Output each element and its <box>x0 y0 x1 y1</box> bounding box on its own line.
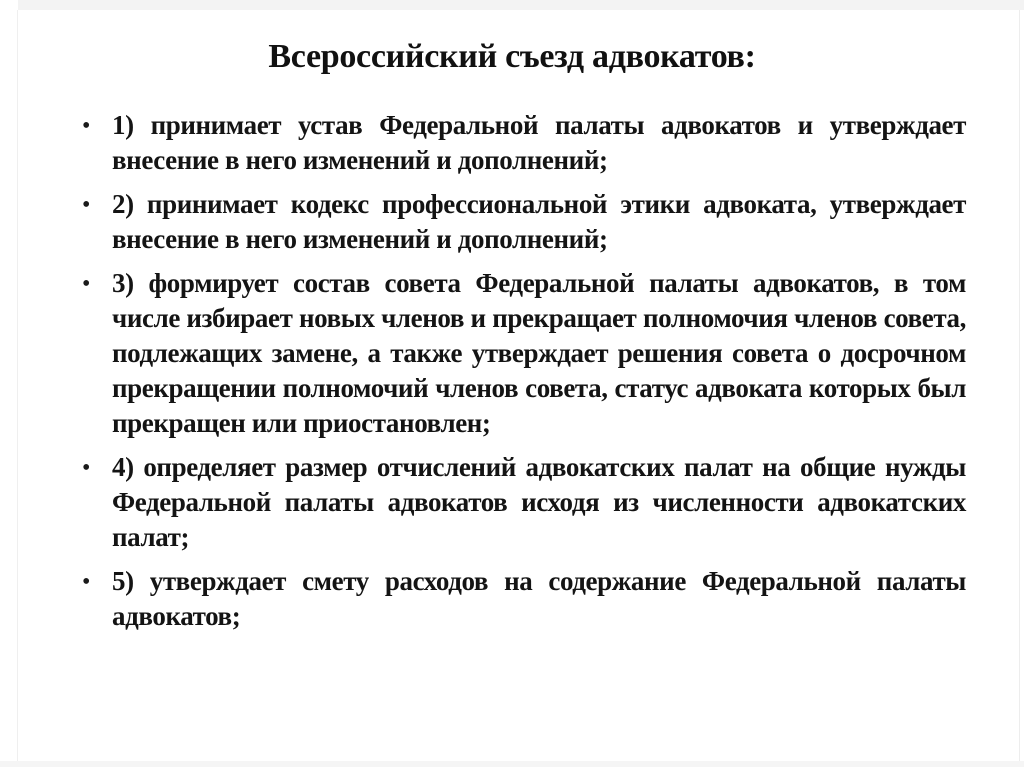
list-item-text: 5) утверждает смету расходов на содержание Федеральной палаты адвокатов; <box>112 566 966 631</box>
list-item <box>82 108 966 178</box>
frame-edge-right <box>1019 10 1020 761</box>
bullet-icon: • <box>82 192 91 218</box>
list-item <box>82 266 966 441</box>
list-item-text: 4) определяет размер отчислений адвокатских палат на общие нужды Федеральной палаты адвокатов исходя из численности адвокатских палат; <box>112 452 966 552</box>
list-item-text: 2) принимает кодекс профессиональной этики адвоката, утверждает внесение в него изменений и дополнений; <box>112 189 966 254</box>
bullet-icon: • <box>82 271 91 297</box>
list-item <box>82 564 966 634</box>
list-item-text: 1) принимает устав Федеральной палаты адвокатов и утверждает внесение в него изменений и дополнений; <box>112 110 966 175</box>
frame-edge-bottom <box>0 761 1024 767</box>
page-title: Всероссийский съезд адвокатов: <box>268 38 756 75</box>
list-item <box>82 450 966 555</box>
points-list <box>82 108 966 634</box>
bullet-icon: • <box>82 569 91 595</box>
bullet-icon: • <box>82 455 91 481</box>
bullet-icon: • <box>82 113 91 139</box>
frame-edge-top <box>18 0 1024 10</box>
list-item <box>82 187 966 257</box>
frame-edge-left <box>17 10 18 761</box>
list-item-text: 3) формирует состав совета Федеральной палаты адвокатов, в том числе избирает новых членов и прекращает полномочия членов совета, подлежащих замене, а также утверждает решения совета о досрочном прекращении полномочий членов совета, статус адвоката которых был прекращен или приостановлен; <box>112 268 966 438</box>
